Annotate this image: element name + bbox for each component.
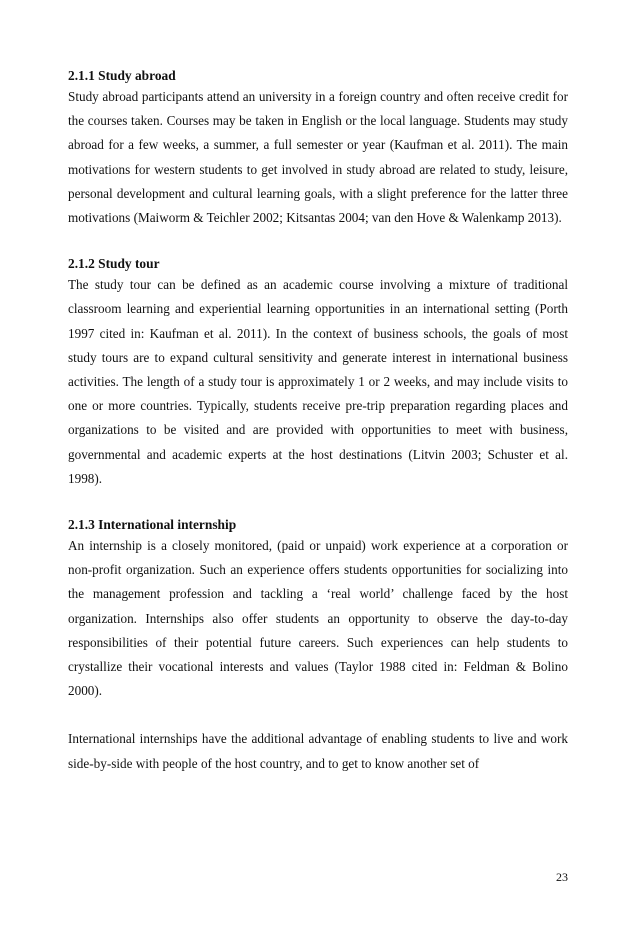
paragraph-gap (68, 491, 568, 515)
section-paragraph: The study tour can be defined as an academic course involving a mixture of traditional classroom learning and experiential learning opportunities in an international setting (Porth 1997 cited in: Kaufman et al. 2011). In the context of business schools, the goals of most study tours are to expand cultural sensitivity and generate interest in international business activities. The length of a study tour is approximately 1 or 2 weeks, and may include visits to one or more countries. Typically, students receive pre-trip preparation regarding places and organizations to be visited and are provided with opportunities to meet with business, governmental and academic experts at the host destinations (Litvin 2003; Schuster et al. 1998). (68, 277, 568, 486)
paragraph-gap (68, 703, 568, 727)
section-heading: 2.1.1 Study abroad (68, 68, 176, 83)
page-number: 23 (556, 870, 568, 884)
section-heading: 2.1.3 International internship (68, 517, 237, 533)
section-heading: 2.1.2 Study tour (68, 256, 160, 272)
paragraph-gap (68, 230, 568, 254)
section-paragraph-continued: International internships have the additional advantage of enabling students to live and work side-by-side with people of the host country, and to get to know another set of (68, 731, 568, 771)
section-paragraph: An internship is a closely monitored, (paid or unpaid) work experience at a corporation or non-profit organization. Such an experience offers students opportunities for socializing into the management profession and tackling a ‘real world’ challenge faced by the host organization. Internships also offer students an opportunity to observe the day-to-day responsibilities of their potential future careers. Such experiences can help students to crystallize their vocational interests and values (Taylor 1988 cited in: Feldman & Bolino 2000). (68, 538, 568, 699)
section-paragraph: Study abroad participants attend an university in a foreign country and often receive credit for the courses taken. Courses may be taken in English or the local language. Students may study abroad for a few weeks, a summer, a full semester or year (Kaufman et al. 2011). The main motivations for western students to get involved in study abroad are related to study, leisure, personal development and cultural learning goals, with a slight preference for the latter three motivations (Maiworm & Teichler 2002; Kitsantas 2004; van den Hove & Walenkamp 2013). (68, 89, 568, 226)
section-study-abroad (68, 66, 568, 230)
section-study-tour (68, 254, 568, 491)
section-international-internship (68, 515, 568, 776)
document-page (68, 66, 568, 776)
